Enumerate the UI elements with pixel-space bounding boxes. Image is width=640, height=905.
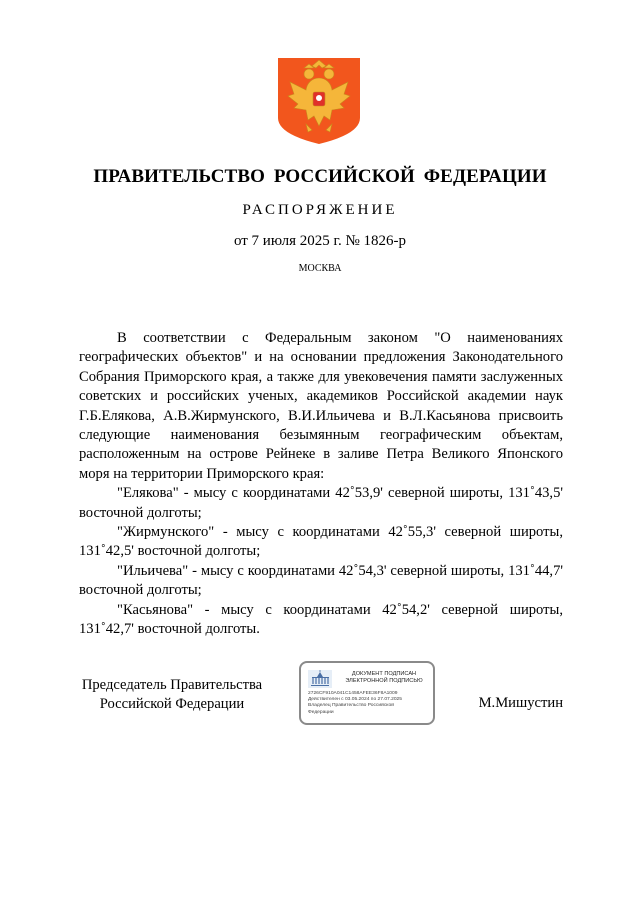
stamp-owner: Владелец Правительство Российской — [308, 703, 394, 709]
russian-coat-of-arms-icon — [276, 56, 362, 146]
body-paragraph: В соответствии с Федеральным законом "О наименованиях географических объектов" и на основании предложения Законодательного Собрания Приморского края, а также для увековечения памяти заслуженных советских и российских ученых, академиков Российской академии наук Г.Б.Елякова, А.В.Жирмунского, В.И.Ильичева и В.Л.Касьянова присвоить следующие наименования безымянным географическим объектам, расположенным на острове Рейнеке в заливе Петра Великого Японского моря на территории Приморского края: — [79, 330, 563, 482]
body-paragraph: "Жирмунского" - мысу с координатами 42˚55,3' северной широты, 131˚42,5' восточной долготы; — [79, 524, 563, 560]
signer-name: М.Мишустин — [478, 695, 563, 711]
document-type: РАСПОРЯЖЕНИЕ — [242, 202, 398, 218]
stamp-title — [335, 671, 433, 685]
body-paragraph: "Ильичева" - мысу с координатами 42˚54,3' северной широты, 131˚44,7' восточной долготы; — [79, 562, 563, 599]
signer-position-line: Российской Федерации — [99, 696, 245, 713]
body-paragraph: "Касьянова" - мысу с координатами 42˚54,2' северной широты, 131˚42,7' восточной долготы. — [79, 601, 563, 638]
government-building-icon — [307, 669, 333, 689]
stamp-owner: Федерации — [308, 709, 334, 715]
signer-position — [72, 676, 272, 715]
coat-of-arms-emblem — [276, 56, 362, 146]
stamp-title-line: ЭЛЕКТРОННОЙ ПОДПИСЬЮ — [345, 678, 423, 684]
stamp-validity: Действителен с 03.05.2024 по 27.07.2025 — [308, 697, 402, 703]
stamp-title-line: ДОКУМЕНТ ПОДПИСАН — [351, 671, 417, 677]
body-paragraph: "Елякова" - мысу с координатами 42˚53,9' северной широты, 131˚43,5' восточной долготы; — [79, 485, 563, 521]
stamp-certificate: 2726CF910A041C1458AFEE36F8A1009 — [308, 691, 398, 696]
stamp-details — [308, 691, 433, 716]
document-city: МОСКВА — [298, 263, 342, 274]
electronic-signature-stamp — [299, 661, 435, 725]
government-title: ПРАВИТЕЛЬСТВО РОССИЙСКОЙ ФЕДЕРАЦИИ — [93, 166, 547, 187]
document-date-number: от 7 июля 2025 г. № 1826-р — [233, 233, 407, 249]
signer-position-line: Председатель Правительства — [81, 677, 263, 693]
order-body — [79, 329, 563, 640]
